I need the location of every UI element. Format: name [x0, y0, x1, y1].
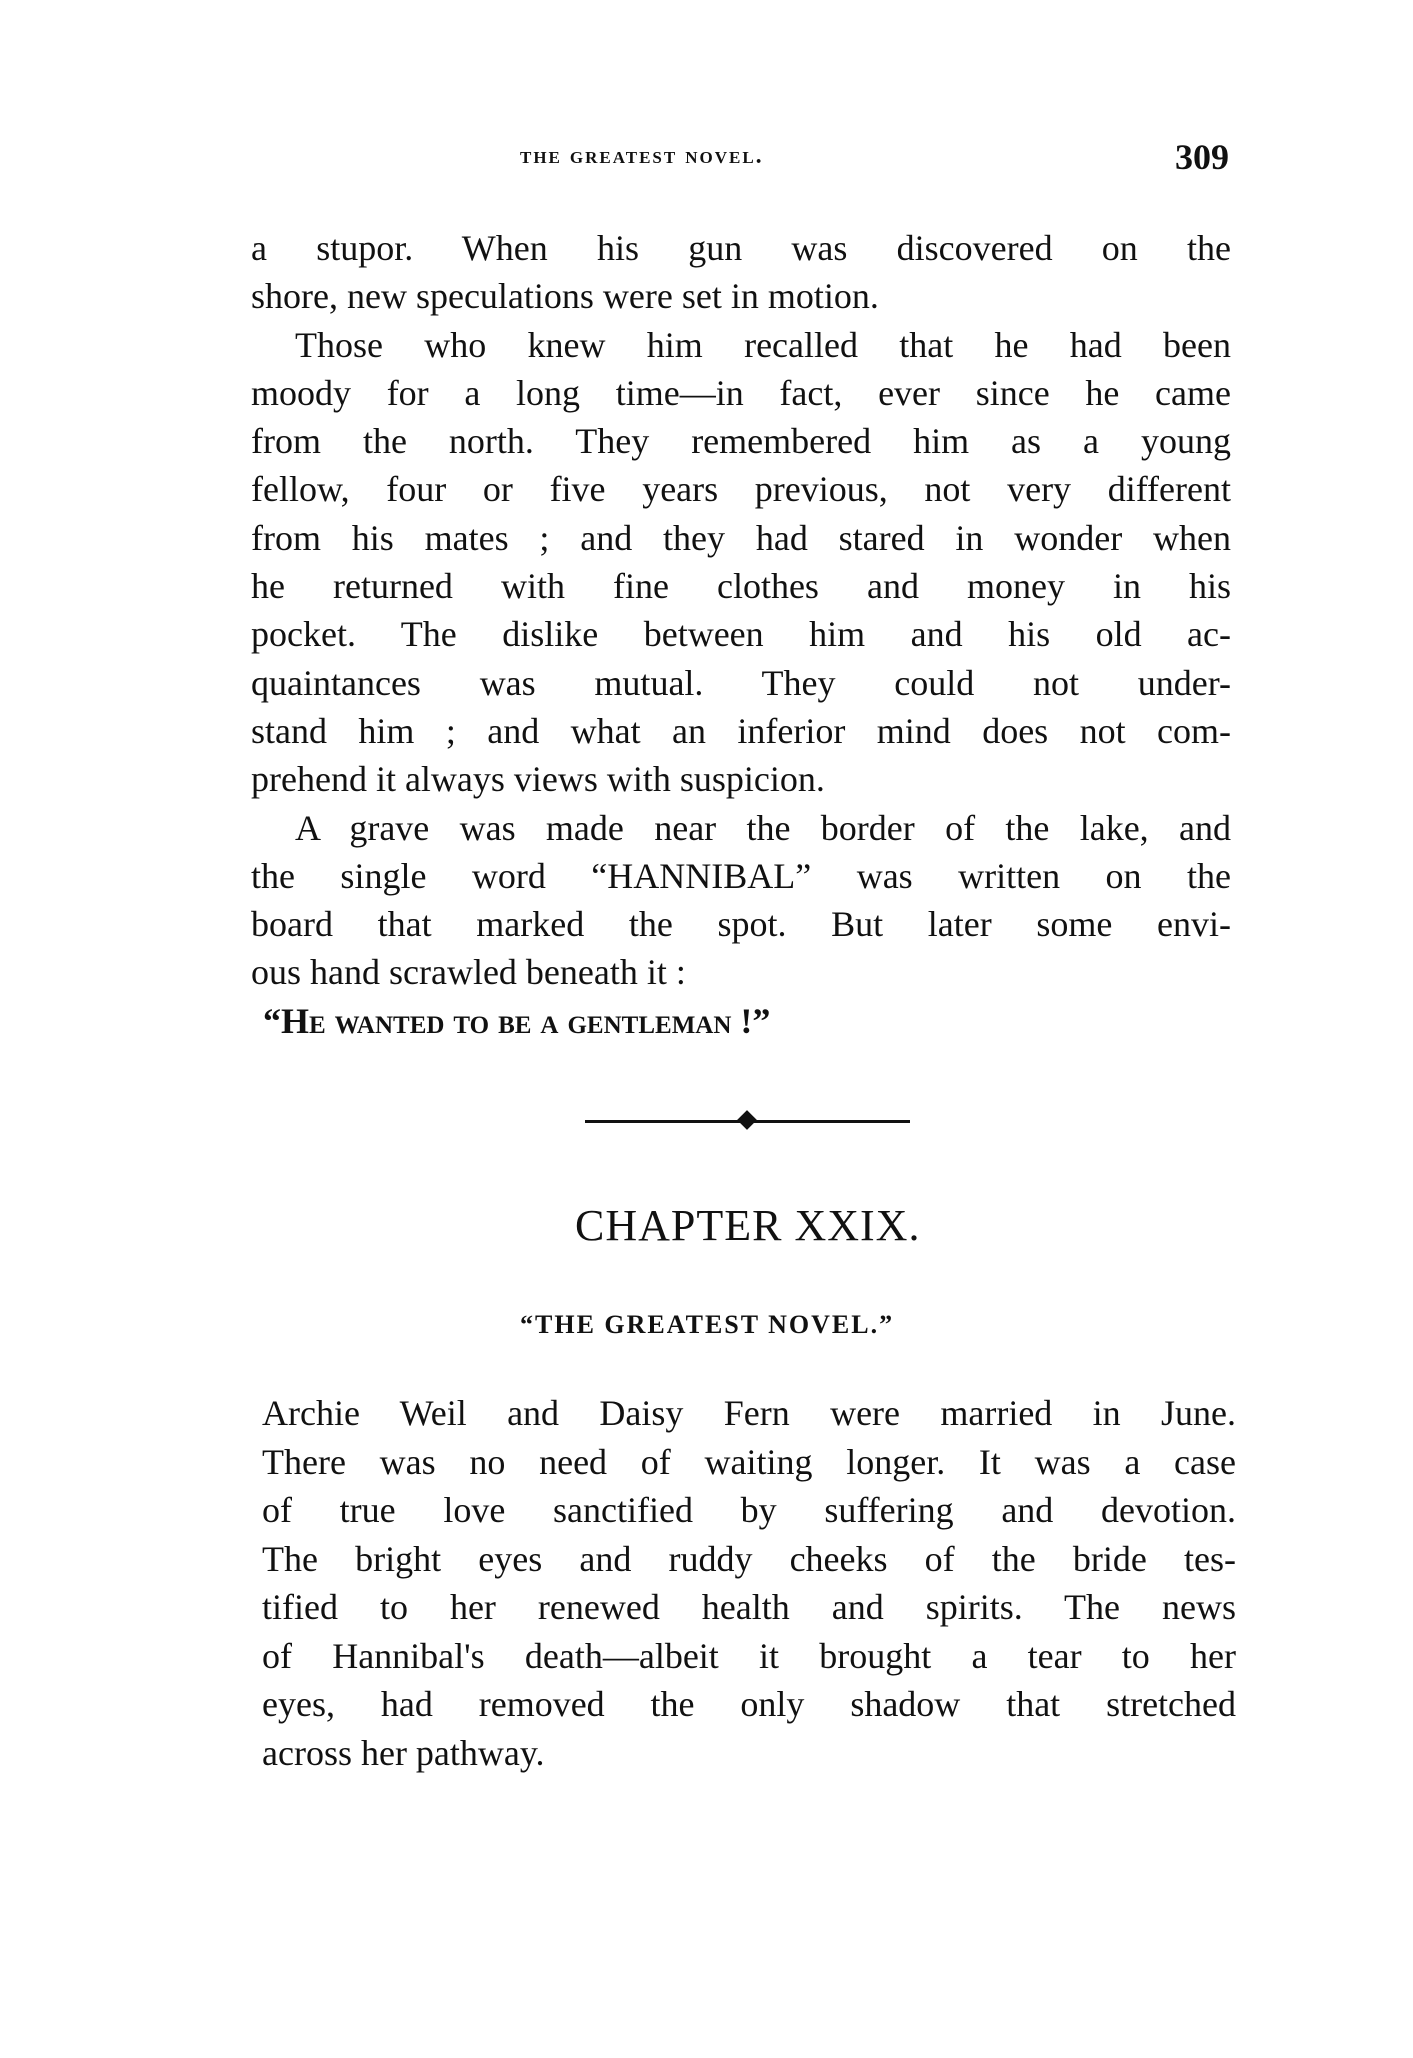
chapter-heading: CHAPTER XXIX. [575, 1201, 921, 1250]
epitaph-quote: “He wanted to be a gentleman !” [263, 1000, 771, 1041]
text-line: from his mates ; and they had stared in wonder when [251, 517, 1231, 558]
diamond-ornament-icon [737, 1110, 757, 1130]
text-line: of true love sanctified by suffering and devotion. [262, 1490, 1236, 1530]
text-line: pocket. The dislike between him and his old ac- [251, 614, 1231, 655]
text-line: moody for a long time—in fact, ever since he came [251, 372, 1231, 413]
text-line: A grave was made near the border of the lake, and [295, 807, 1231, 848]
text-line: Archie Weil and Daisy Fern were married in June. [262, 1393, 1236, 1433]
text-line: of Hannibal's death—albeit it brought a tear to her [262, 1635, 1236, 1676]
text-line: tified to her renewed health and spirits. The news [262, 1587, 1236, 1627]
text-line: There was no need of waiting longer. It was a case [262, 1441, 1236, 1482]
chapter-subtitle: “THE GREATEST NOVEL.” [520, 1310, 895, 1339]
text-line: across her pathway. [262, 1732, 545, 1773]
text-line: stand him ; and what an inferior mind does not com- [251, 710, 1231, 751]
text-line: from the north. They remembered him as a young [251, 421, 1231, 462]
text-line: fellow, four or five years previous, not very different [251, 469, 1231, 510]
body-text-section-1 [251, 224, 1231, 1045]
text-line: The bright eyes and ruddy cheeks of the bride tes- [262, 1538, 1236, 1579]
text-line: he returned with fine clothes and money in his [251, 566, 1231, 607]
text-line: board that marked the spot. But later some envi- [251, 904, 1231, 945]
text-line: shore, new speculations were set in motion. [251, 276, 879, 317]
text-line: eyes, had removed the only shadow that stretched [262, 1684, 1236, 1724]
body-text-chapter [262, 1389, 1236, 1777]
text-line: prehend it always views with suspicion. [251, 759, 825, 800]
text-line: a stupor. When his gun was discovered on the [251, 228, 1231, 268]
text-line: the single word “HANNIBAL” was written on the [251, 855, 1231, 896]
text-line: quaintances was mutual. They could not under- [251, 662, 1231, 703]
text-line: Those who knew him recalled that he had been [295, 324, 1231, 365]
running-header: the greatest novel. [520, 143, 764, 169]
page-number: 309 [1175, 137, 1229, 177]
section-divider-ornament [585, 1118, 910, 1124]
text-line: ous hand scrawled beneath it : [251, 952, 686, 993]
